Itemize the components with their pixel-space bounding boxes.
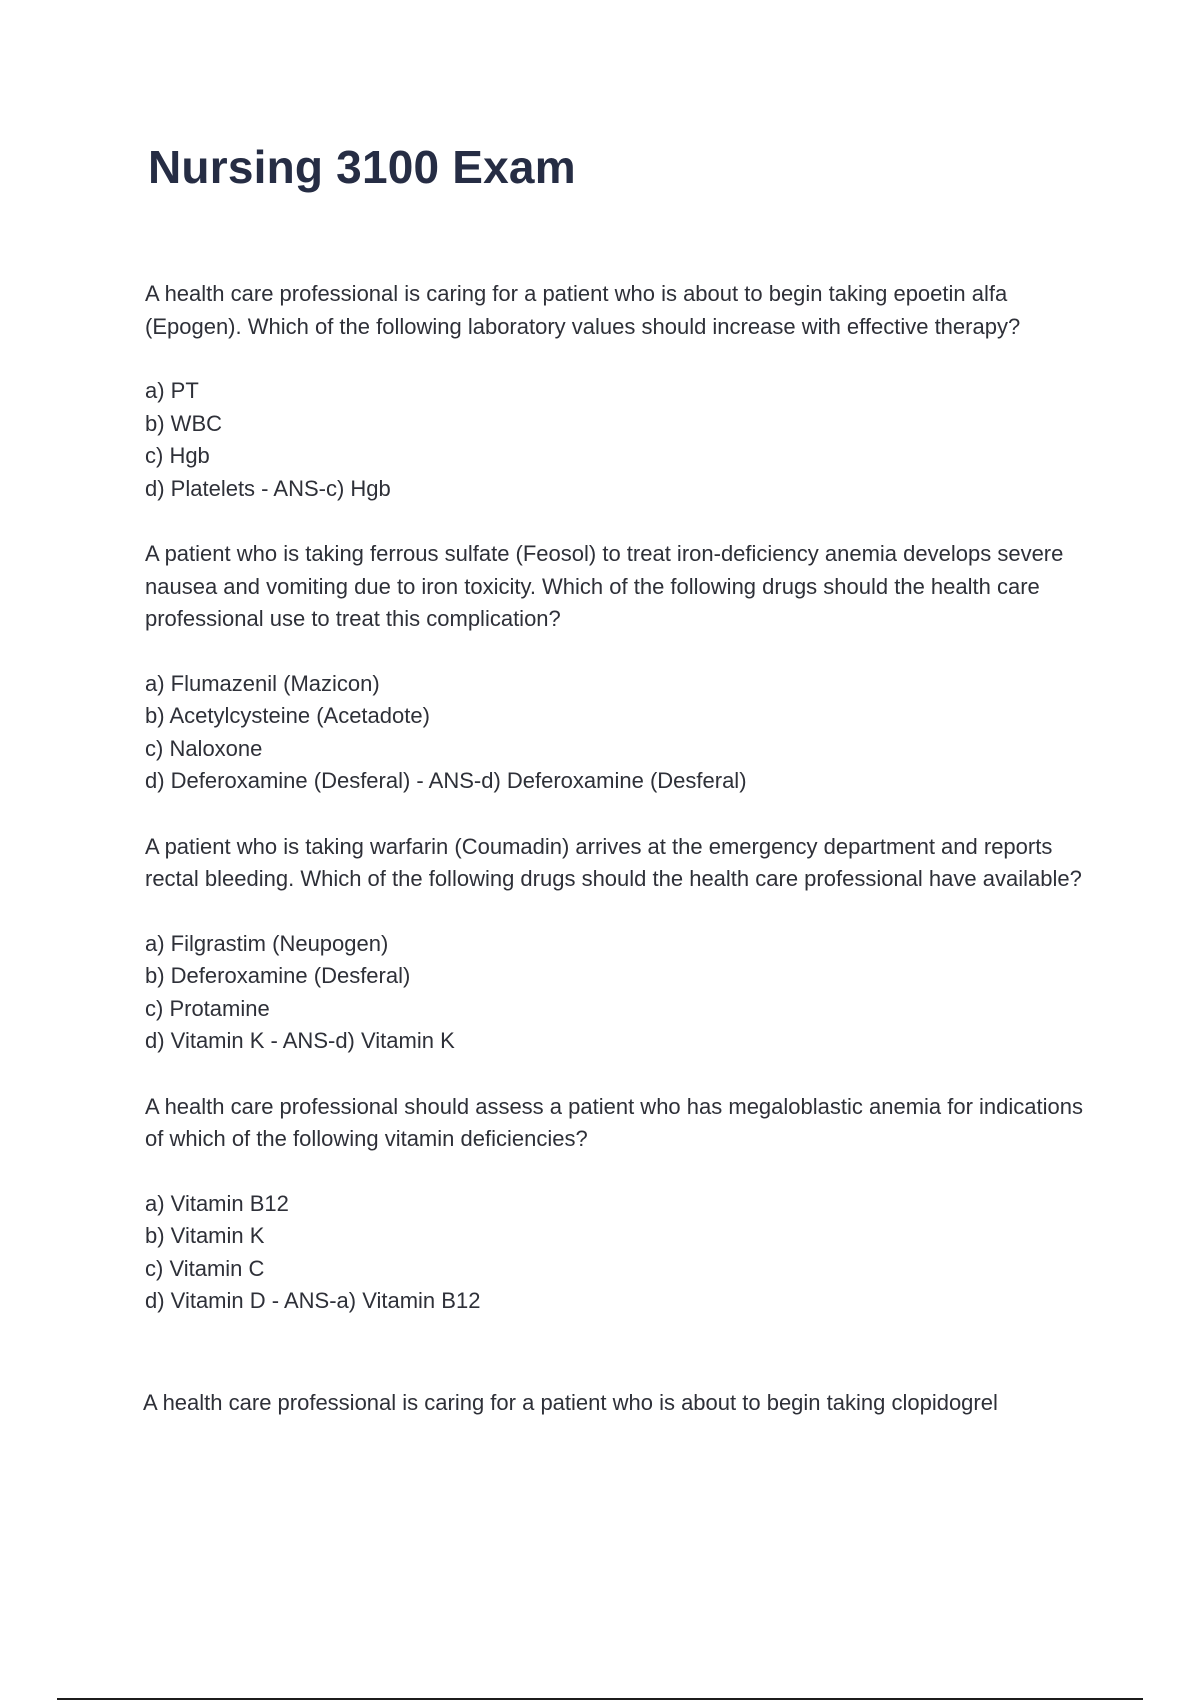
- answer-option: c) Protamine: [145, 995, 270, 1021]
- page-title: Nursing 3100 Exam: [148, 141, 576, 193]
- answer-option: c) Naloxone: [145, 735, 263, 761]
- answer-option: c) Hgb: [145, 443, 210, 468]
- answer-option: c) Vitamin C: [145, 1255, 265, 1281]
- question-1: [145, 278, 1095, 505]
- answer-option: b) Deferoxamine (Desferal): [145, 963, 411, 988]
- answer-option: a) Filgrastim (Neupogen): [145, 930, 389, 956]
- answer-option: b) Vitamin K: [145, 1223, 265, 1248]
- answer-option-with-key: d) Vitamin K - ANS-d) Vitamin K: [145, 1028, 455, 1053]
- answer-option: a) Flumazenil (Mazicon): [145, 670, 380, 696]
- question-stem: A patient who is taking warfarin (Coumadin) arrives at the emergency department and reports rectal bleeding. Which of the following drugs should the health care professional have available?: [145, 833, 1082, 891]
- answer-options: [145, 928, 1095, 1058]
- answer-options: [145, 375, 1095, 505]
- question-stem: A patient who is taking ferrous sulfate (Feosol) to treat iron-deficiency anemia develops severe nausea and vomiting due to iron toxicity. Which of the following drugs should the health care professional use to treat this complication?: [145, 541, 1064, 631]
- answer-options: [145, 1188, 1095, 1318]
- question-3: [145, 831, 1095, 1058]
- question-stem: A health care professional is caring for a patient who is about to begin taking epoetin alfa (Epogen). Which of the following laboratory values should increase with effective therapy?: [145, 281, 1021, 339]
- answer-option-with-key: d) Platelets - ANS-c) Hgb: [145, 475, 391, 501]
- next-question-stem-partial: A health care professional is caring for a patient who is about to begin taking clopidogrel: [143, 1390, 998, 1415]
- answer-option: b) Acetylcysteine (Acetadote): [145, 703, 430, 728]
- question-4: [145, 1091, 1095, 1318]
- answer-options: [145, 668, 1095, 798]
- answer-option-with-key: d) Vitamin D - ANS-a) Vitamin B12: [145, 1288, 481, 1313]
- answer-option: a) PT: [145, 378, 199, 403]
- answer-option-with-key: d) Deferoxamine (Desferal) - ANS-d) Deferoxamine (Desferal): [145, 768, 747, 793]
- question-2: [145, 538, 1095, 798]
- answer-option: b) WBC: [145, 410, 222, 436]
- question-list: [145, 278, 1095, 1351]
- answer-option: a) Vitamin B12: [145, 1190, 289, 1216]
- question-stem: A health care professional should assess a patient who has megaloblastic anemia for indications of which of the following vitamin deficiencies?: [145, 1093, 1083, 1151]
